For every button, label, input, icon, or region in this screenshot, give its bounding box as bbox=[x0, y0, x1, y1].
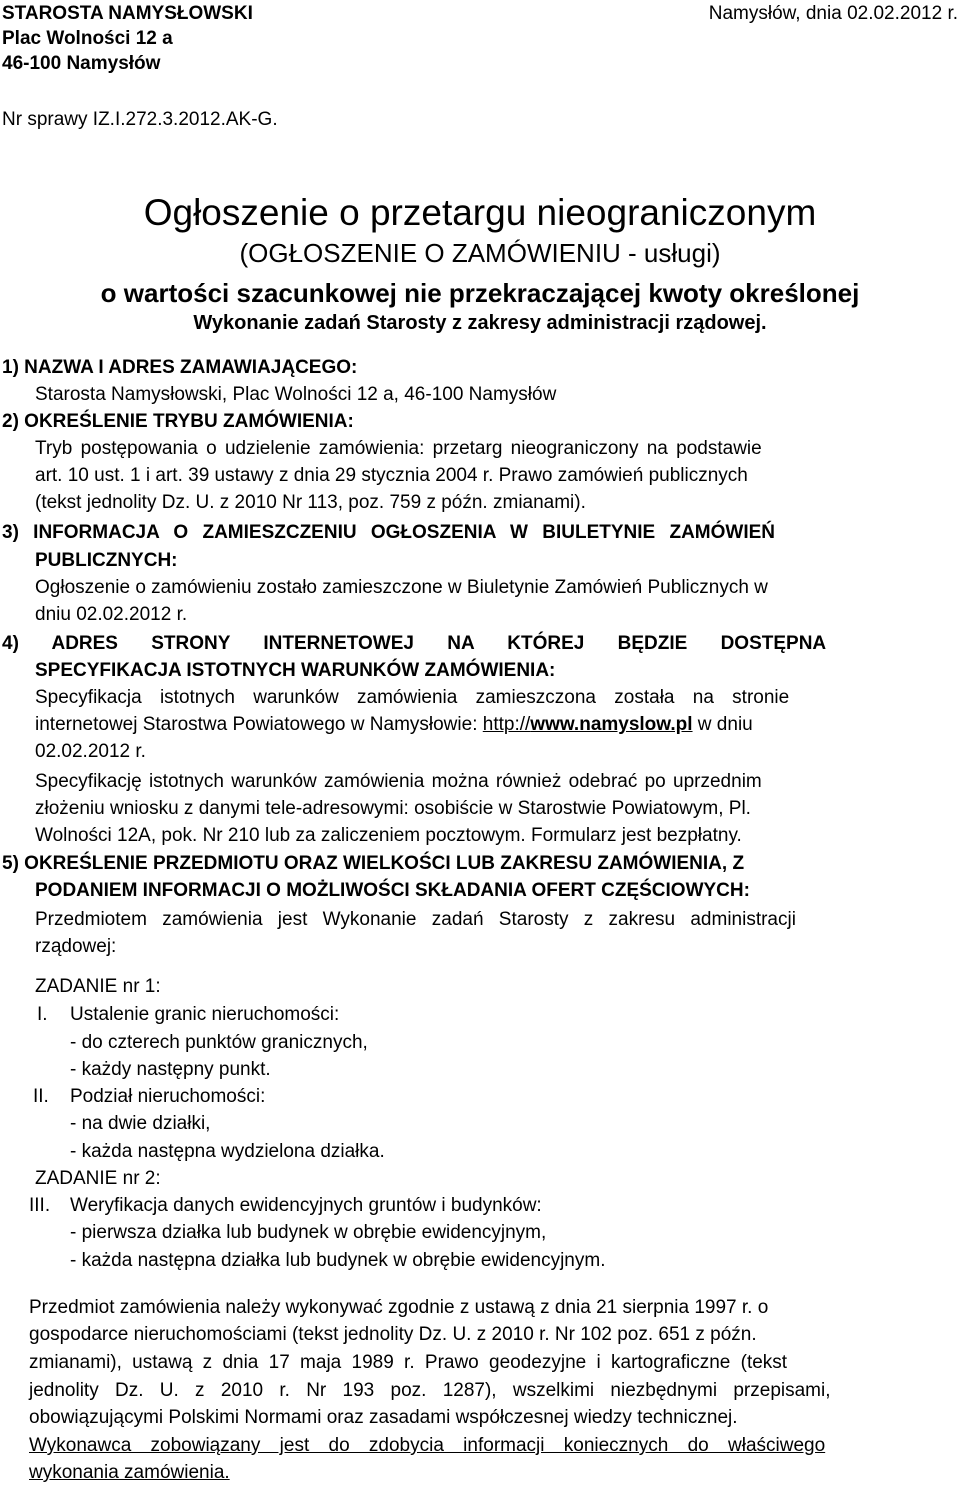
section4-line2 bbox=[35, 713, 753, 737]
closing-line2: gospodarce nieruchomościami (tekst jednolity Dz. U. z 2010 r. Nr 102 poz. 651 z późn. bbox=[29, 1324, 757, 1345]
item1-sub2: - każdy następny punkt. bbox=[70, 1059, 271, 1080]
item1-number: I. bbox=[37, 1004, 48, 1025]
item3-text: Weryfikacja danych ewidencyjnych gruntów i budynków: bbox=[70, 1195, 542, 1216]
section4-line4: Specyfikację istotnych warunków zamówienia można również odebrać po uprzednim bbox=[35, 771, 762, 792]
closing-line7: wykonania zamówienia. bbox=[29, 1462, 230, 1483]
section5-heading-cont: PODANIEM INFORMACJI O MOŻLIWOŚCI SKŁADANIA OFERT CZĘŚCIOWYCH: bbox=[35, 880, 750, 901]
item2-text: Podział nieruchomości: bbox=[70, 1086, 266, 1107]
section1-body: Starosta Namysłowski, Plac Wolności 12 a, 46-100 Namysłów bbox=[35, 384, 557, 405]
item3-sub1: - pierwsza działka lub budynek w obrębie ewidencyjnym, bbox=[70, 1222, 547, 1243]
section3-line2: dniu 02.02.2012 r. bbox=[35, 604, 188, 625]
section1-heading: 1) NAZWA I ADRES ZAMAWIAJĄCEGO: bbox=[2, 357, 358, 378]
section2-line1: Tryb postępowania o udzielenie zamówienia: przetarg nieograniczony na podstawie bbox=[35, 438, 762, 459]
closing-line4: jednolity Dz. U. z 2010 r. Nr 193 poz. 1287), wszelkimi niezbędnymi przepisami, bbox=[29, 1380, 831, 1401]
item3-number: III. bbox=[29, 1195, 51, 1216]
office-name: STAROSTA NAMYSŁOWSKI bbox=[2, 3, 253, 24]
website-link[interactable] bbox=[483, 714, 693, 735]
office-address-line1: Plac Wolności 12 a bbox=[2, 28, 173, 49]
section5-line2: rządowej: bbox=[35, 936, 117, 957]
section2-line2: art. 10 ust. 1 i art. 39 ustawy z dnia 29 stycznia 2004 r. Prawo zamówień publicznych bbox=[35, 465, 748, 486]
item2-sub1: - na dwie działki, bbox=[70, 1113, 211, 1134]
section4-line2-text: internetowej Starostwa Powiatowego w Namysłowie: bbox=[35, 714, 483, 735]
title-notice-type: (OGŁOSZENIE O ZAMÓWIENIU - usługi) bbox=[239, 238, 721, 268]
section2-line3: (tekst jednolity Dz. U. z 2010 Nr 113, poz. 759 z późn. zmianami). bbox=[35, 492, 586, 513]
title-value-clause: o wartości szacunkowej nie przekraczającej kwoty określonej bbox=[100, 278, 860, 308]
section2-heading: 2) OKREŚLENIE TRYBU ZAMÓWIENIA: bbox=[2, 411, 354, 432]
office-address-line2: 46-100 Namysłów bbox=[2, 53, 161, 74]
section4-heading: 4) ADRES STRONY INTERNETOWEJ NA KTÓREJ BĘDZIE DOSTĘPNA bbox=[2, 633, 827, 654]
section5-heading: 5) OKREŚLENIE PRZEDMIOTU ORAZ WIELKOŚCI LUB ZAKRESU ZAMÓWIENIA, Z bbox=[2, 853, 745, 874]
closing-line3: zmianami), ustawą z dnia 17 maja 1989 r. Prawo geodezyjne i kartograficzne (tekst bbox=[29, 1352, 788, 1373]
title-subject: Wykonanie zadań Starosty z zakresy administracji rządowej. bbox=[193, 312, 767, 334]
section3-heading: 3) INFORMACJA O ZAMIESZCZENIU OGŁOSZENIA W BIULETYNIE ZAMÓWIEŃ bbox=[2, 522, 776, 543]
item1-text: Ustalenie granic nieruchomości: bbox=[70, 1004, 340, 1025]
section4-line2-suffix: w dniu bbox=[692, 714, 753, 735]
section4-heading-cont: SPECYFIKACJA ISTOTNYCH WARUNKÓW ZAMÓWIENIA: bbox=[35, 660, 556, 681]
website-link-prefix: http:// bbox=[482, 714, 531, 735]
section4-line5: złożeniu wniosku z danymi tele-adresowymi: osobiście w Starostwie Powiatowym, Pl. bbox=[35, 798, 751, 819]
closing-line6: Wykonawca zobowiązany jest do zdobycia informacji koniecznych do właściwego bbox=[29, 1435, 826, 1456]
section3-line1: Ogłoszenie o zamówieniu zostało zamieszczone w Biuletynie Zamówień Publicznych w bbox=[35, 577, 768, 598]
task2-label: ZADANIE nr 2: bbox=[35, 1168, 161, 1189]
section4-line1: Specyfikacja istotnych warunków zamówienia zamieszczona została na stronie bbox=[35, 687, 790, 708]
item2-sub2: - każda następna wydzielona działka. bbox=[70, 1141, 385, 1162]
item2-number: II. bbox=[33, 1086, 49, 1107]
item1-sub1: - do czterech punktów granicznych, bbox=[70, 1032, 368, 1053]
closing-line5: obowiązującymi Polskimi Normami oraz zasadami współczesnej wiedzy technicznej. bbox=[29, 1407, 738, 1428]
section3-heading-cont: PUBLICZNYCH: bbox=[35, 550, 178, 571]
closing-line1: Przedmiot zamówienia należy wykonywać zgodnie z ustawą z dnia 21 sierpnia 1997 r. o bbox=[29, 1297, 769, 1318]
case-number: Nr sprawy IZ.I.272.3.2012.AK-G. bbox=[2, 109, 278, 130]
task1-label: ZADANIE nr 1: bbox=[35, 976, 161, 997]
section4-line3: 02.02.2012 r. bbox=[35, 741, 146, 762]
page-title: Ogłoszenie o przetargu nieograniczonym bbox=[143, 192, 817, 233]
section5-line1: Przedmiotem zamówienia jest Wykonanie zadań Starosty z zakresu administracji bbox=[35, 909, 796, 930]
website-link-domain: www.namyslow.pl bbox=[530, 714, 693, 735]
section4-line6: Wolności 12A, pok. Nr 210 lub za zaliczeniem pocztowym. Formularz jest bezpłatny. bbox=[35, 825, 742, 846]
item3-sub2: - każda następna działka lub budynek w obrębie ewidencyjnym. bbox=[70, 1250, 606, 1271]
place-date: Namysłów, dnia 02.02.2012 r. bbox=[708, 3, 958, 24]
